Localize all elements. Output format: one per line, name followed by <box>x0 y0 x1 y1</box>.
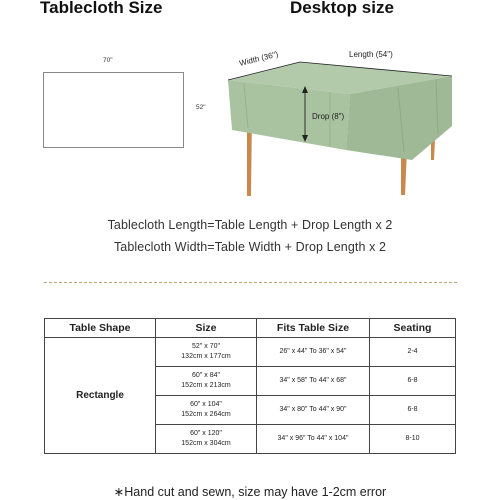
table-diagram <box>0 0 500 210</box>
size-cm: 152cm x 213cm <box>181 382 231 389</box>
size-cm: 152cm x 304cm <box>181 440 231 447</box>
width-label: Width (36") <box>238 49 280 68</box>
fits-cell: 34" x 96" To 44" x 104" <box>257 425 370 454</box>
shape-rectangle: Rectangle <box>45 338 156 454</box>
table-row <box>45 338 456 367</box>
desktop-size-heading: Desktop size <box>290 0 394 17</box>
seating-cell: 2-4 <box>370 338 456 367</box>
size-cell <box>156 425 257 454</box>
tablecloth-size-heading: Tablecloth Size <box>40 0 163 17</box>
seating-cell: 8-10 <box>370 425 456 454</box>
dashed-separator <box>44 282 457 283</box>
header-fits: Fits Table Size <box>257 319 370 338</box>
size-cm: 132cm x 177cm <box>181 353 231 360</box>
size-cell <box>156 367 257 396</box>
header-size: Size <box>156 319 257 338</box>
drop-label: Drop (8") <box>312 112 345 121</box>
seating-cell: 6-8 <box>370 367 456 396</box>
size-cell <box>156 396 257 425</box>
size-in: 52" x 70" <box>192 343 220 350</box>
header-seating: Seating <box>370 319 456 338</box>
size-table-header <box>45 319 456 338</box>
header-table-shape: Table Shape <box>45 319 156 338</box>
size-in: 60" x 120" <box>190 430 222 437</box>
size-in: 60" x 104" <box>190 401 222 408</box>
cloth-width-label: 70" <box>103 57 113 64</box>
size-error-note: ∗Hand cut and sewn, size may have 1-2cm error <box>113 485 387 499</box>
seating-cell: 6-8 <box>370 396 456 425</box>
fits-cell: 26" x 44" To 36" x 54" <box>257 338 370 367</box>
size-in: 60" x 84" <box>192 372 220 379</box>
length-label: Length (54") <box>349 50 393 59</box>
length-formula: Tablecloth Length=Table Length + Drop Length x 2 <box>107 218 393 232</box>
fits-cell: 34" x 80" To 44" x 90" <box>257 396 370 425</box>
size-cm: 152cm x 264cm <box>181 411 231 418</box>
size-table <box>44 318 456 454</box>
size-cell <box>156 338 257 367</box>
cloth-height-label: 52" <box>196 104 206 111</box>
fits-cell: 34" x 58" To 44" x 68" <box>257 367 370 396</box>
width-formula: Tablecloth Width=Table Width + Drop Length x 2 <box>113 240 387 254</box>
